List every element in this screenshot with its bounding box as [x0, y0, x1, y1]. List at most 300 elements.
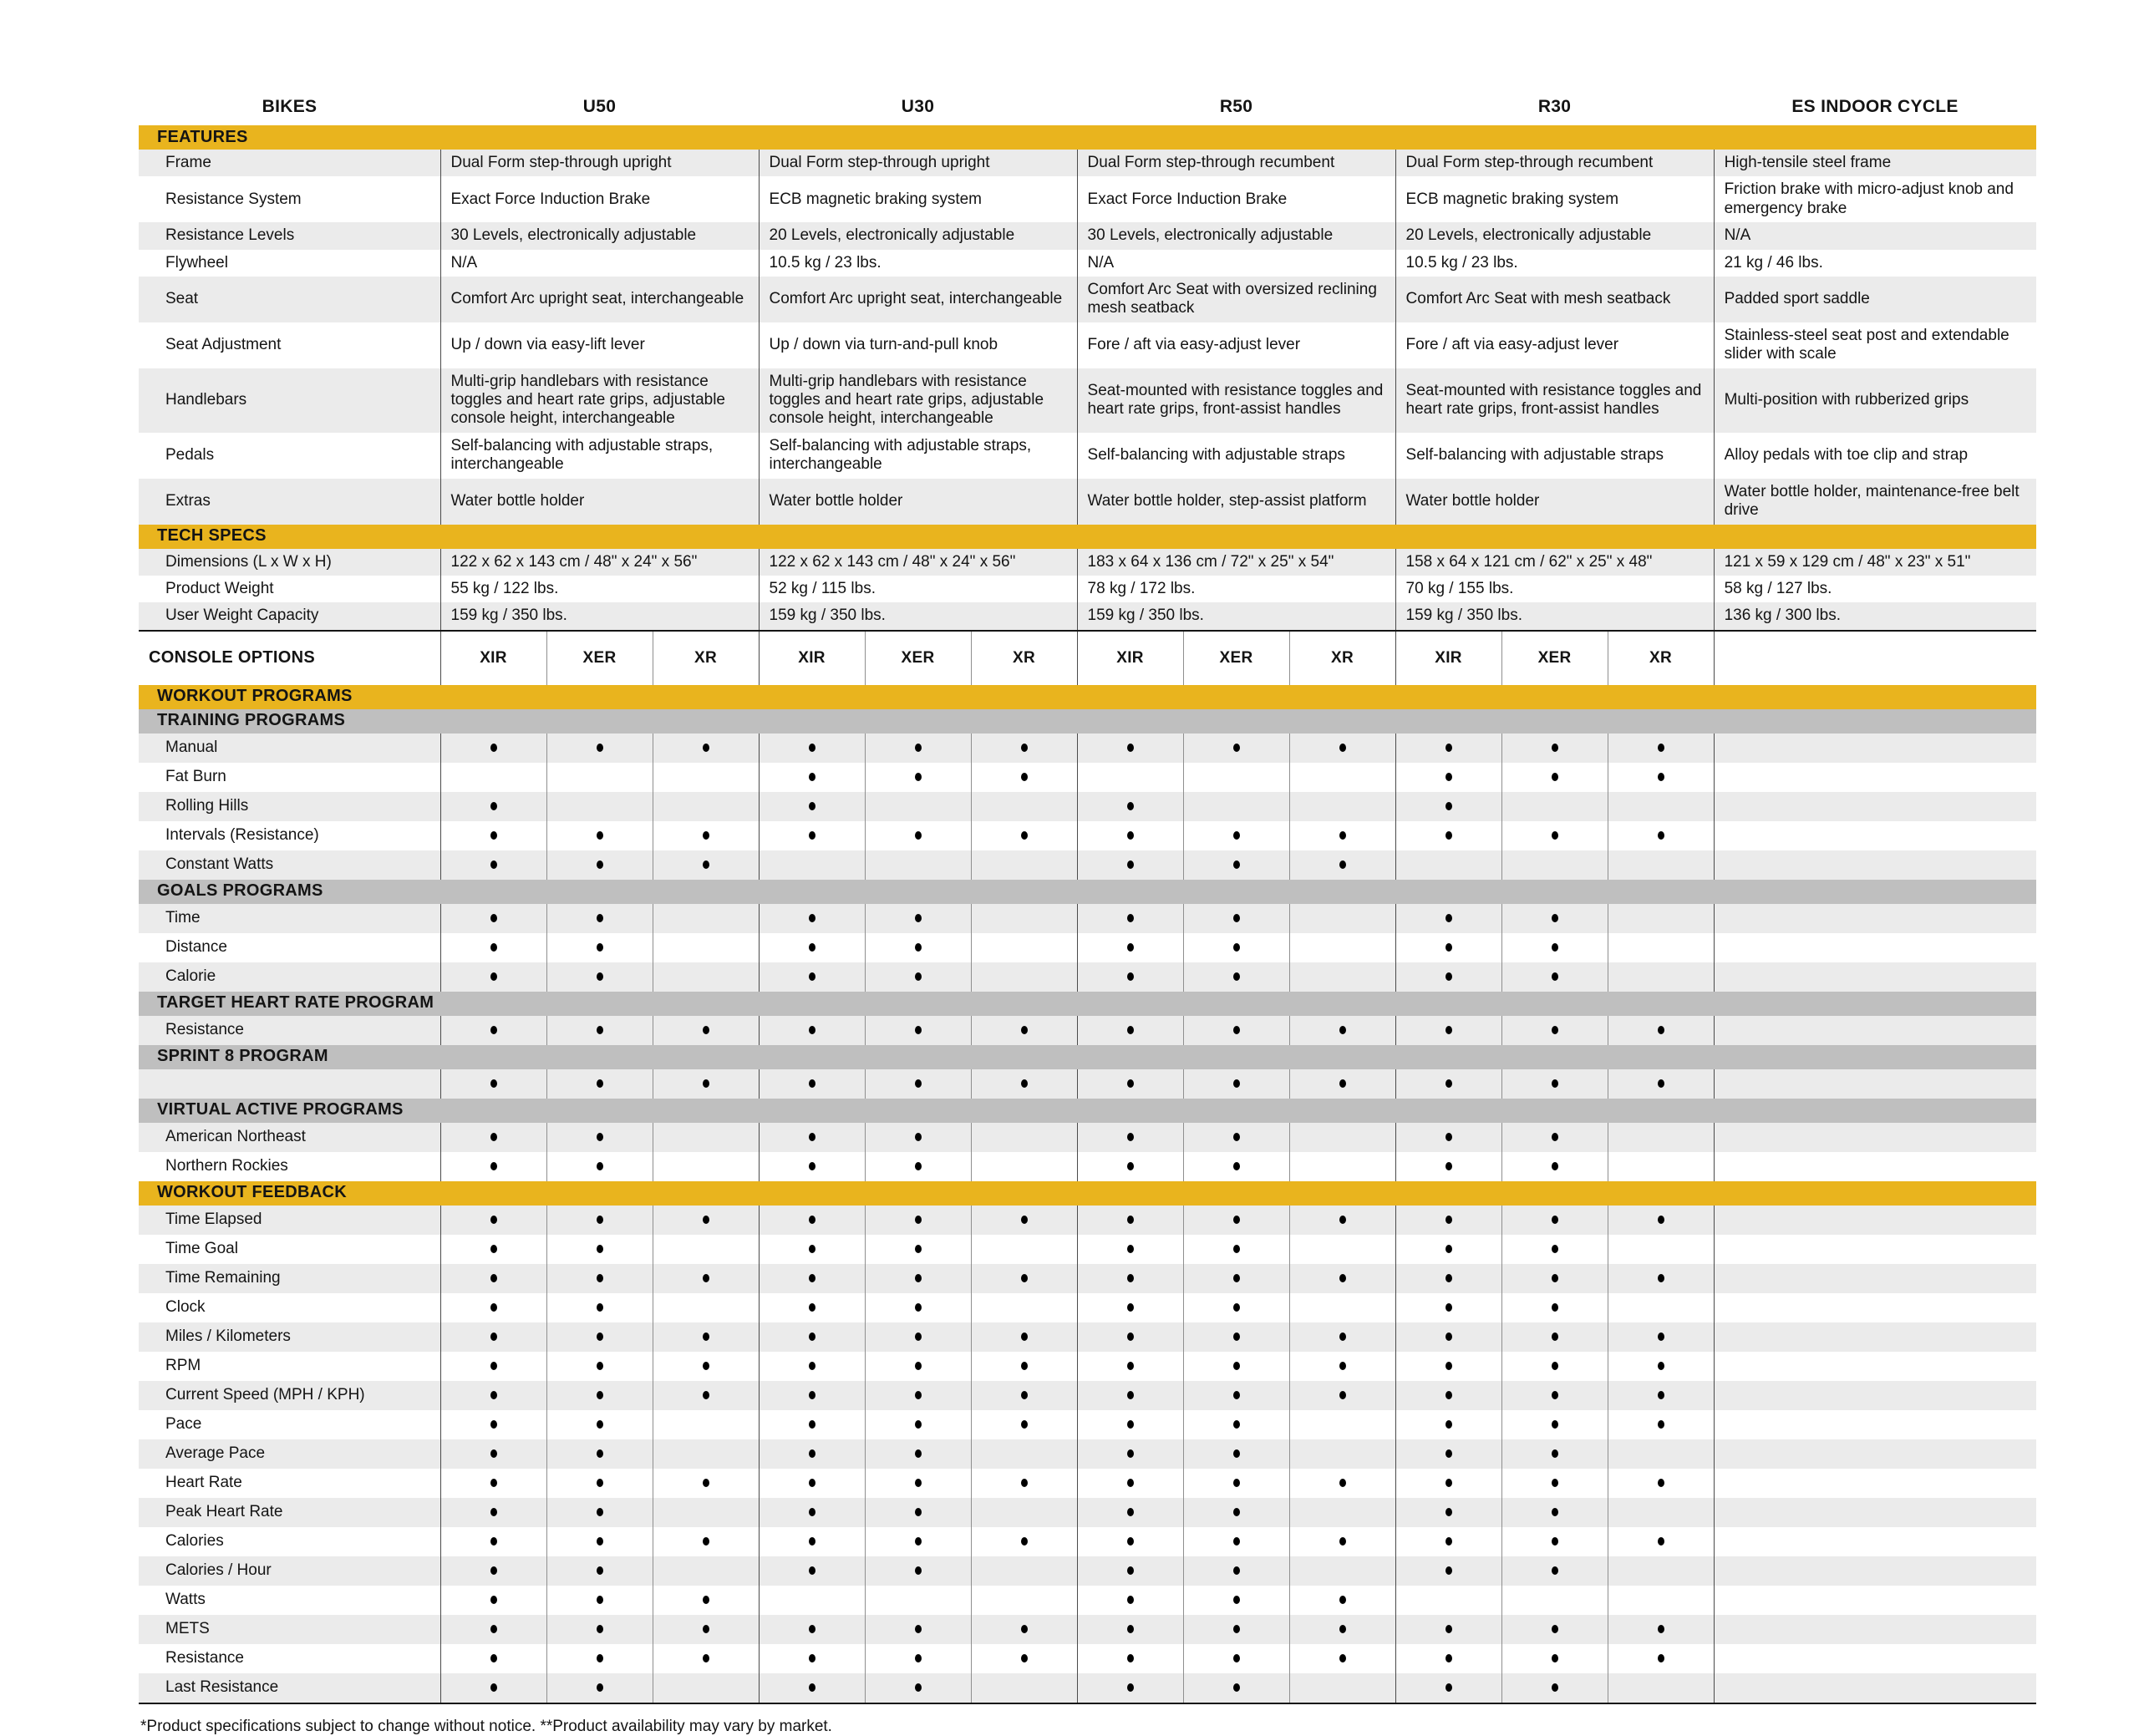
- availability-cell: [759, 821, 865, 850]
- program-row-label: Intervals (Resistance): [165, 826, 319, 845]
- availability-cell: [1289, 1615, 1395, 1644]
- availability-dot-icon: [1552, 1079, 1558, 1088]
- spec-row-label: Pedals: [165, 446, 215, 464]
- availability-cell: [1077, 1498, 1183, 1527]
- availability-cell: [440, 1352, 546, 1381]
- availability-dot-icon: [1233, 1683, 1240, 1692]
- availability-cell: [1077, 1410, 1183, 1439]
- availability-cell: [1183, 1498, 1289, 1527]
- availability-dot-icon: [1445, 1362, 1452, 1370]
- es-empty-cell: [1714, 1264, 2036, 1293]
- spec-value-cell: Water bottle holder: [440, 479, 759, 525]
- availability-dot-icon: [703, 1537, 709, 1546]
- availability-dot-icon: [1552, 1449, 1558, 1458]
- availability-cell: [1395, 1498, 1501, 1527]
- availability-cell: [440, 933, 546, 962]
- availability-dot-icon: [1233, 744, 1240, 752]
- spec-value-cell: 78 kg / 172 lbs.: [1077, 576, 1395, 602]
- availability-cell: [546, 1673, 653, 1703]
- availability-dot-icon: [490, 1596, 497, 1604]
- availability-cell: [546, 1322, 653, 1352]
- spec-row: [139, 368, 2036, 433]
- program-row-label: Distance: [165, 938, 227, 957]
- availability-cell: [440, 1556, 546, 1586]
- availability-dot-icon: [809, 1566, 815, 1575]
- spec-value-cell: Padded sport saddle: [1714, 277, 2036, 322]
- availability-cell: [1183, 821, 1289, 850]
- program-row-label: Clock: [165, 1298, 206, 1317]
- availability-dot-icon: [703, 1362, 709, 1370]
- availability-cell: [1077, 904, 1183, 933]
- availability-cell: [653, 1381, 759, 1410]
- es-empty-cell: [1714, 792, 2036, 821]
- availability-cell: [546, 1381, 653, 1410]
- section-header-workout-programs: [139, 685, 2036, 709]
- availability-dot-icon: [597, 1162, 603, 1170]
- availability-dot-icon: [1552, 1508, 1558, 1516]
- availability-cell: [759, 962, 865, 992]
- availability-cell: [440, 904, 546, 933]
- availability-dot-icon: [1445, 1654, 1452, 1662]
- availability-dot-icon: [1552, 1162, 1558, 1170]
- availability-dot-icon: [490, 972, 497, 981]
- spec-value-cell: 30 Levels, electronically adjustable: [440, 222, 759, 249]
- availability-dot-icon: [1127, 1391, 1134, 1399]
- availability-cell: [546, 962, 653, 992]
- availability-cell: [865, 1439, 971, 1469]
- availability-cell: [1501, 1439, 1608, 1469]
- section-header-features: [139, 125, 2036, 150]
- column-header-r30: R30: [1537, 96, 1572, 116]
- availability-dot-icon: [809, 1216, 815, 1224]
- availability-cell: [865, 1152, 971, 1181]
- availability-dot-icon: [1445, 1449, 1452, 1458]
- availability-cell: [759, 904, 865, 933]
- availability-cell: [1077, 1235, 1183, 1264]
- availability-cell: [440, 1152, 546, 1181]
- program-row-label: Pace: [165, 1415, 202, 1434]
- availability-dot-icon: [1127, 802, 1134, 810]
- es-empty-cell: [1714, 904, 2036, 933]
- availability-cell: [759, 1293, 865, 1322]
- availability-cell: [1183, 962, 1289, 992]
- bikes-header: BIKES: [262, 96, 318, 116]
- availability-dot-icon: [597, 1625, 603, 1633]
- availability-dot-icon: [1658, 1625, 1664, 1633]
- availability-cell: [1077, 1293, 1183, 1322]
- subsection-header: [139, 1099, 2036, 1123]
- availability-cell: [971, 904, 1077, 933]
- spec-value-cell: Self-balancing with adjustable straps: [1077, 433, 1395, 479]
- spec-row: [139, 150, 2036, 176]
- spec-row-label: Handlebars: [139, 368, 440, 433]
- availability-dot-icon: [703, 1026, 709, 1034]
- availability-dot-icon: [1552, 972, 1558, 981]
- availability-cell: [1608, 1469, 1714, 1498]
- availability-cell: [440, 1439, 546, 1469]
- spec-row-label: Product Weight: [165, 579, 274, 597]
- availability-cell: [546, 1235, 653, 1264]
- availability-dot-icon: [490, 831, 497, 840]
- availability-cell: [1183, 1439, 1289, 1469]
- spec-value-cell: 122 x 62 x 143 cm / 48" x 24" x 56": [440, 549, 759, 576]
- availability-dot-icon: [597, 1026, 603, 1034]
- availability-cell: [653, 1615, 759, 1644]
- availability-cell: [1608, 1293, 1714, 1322]
- availability-dot-icon: [1127, 1133, 1134, 1141]
- availability-cell: [1289, 1527, 1395, 1556]
- availability-cell: [653, 1527, 759, 1556]
- availability-dot-icon: [490, 1245, 497, 1253]
- availability-dot-icon: [915, 1479, 922, 1487]
- spec-value-cell: Comfort Arc upright seat, interchangeable: [759, 277, 1077, 322]
- availability-cell: [546, 763, 653, 792]
- availability-dot-icon: [1658, 1479, 1664, 1487]
- availability-cell: [759, 733, 865, 763]
- availability-cell: [653, 763, 759, 792]
- subsection-header-label: GOALS PROGRAMS: [139, 880, 2036, 904]
- availability-cell: [1395, 1410, 1501, 1439]
- availability-cell: [1608, 821, 1714, 850]
- availability-cell: [653, 1206, 759, 1235]
- availability-cell: [971, 1123, 1077, 1152]
- availability-cell: [865, 1123, 971, 1152]
- availability-dot-icon: [1021, 831, 1028, 840]
- availability-cell: [1395, 792, 1501, 821]
- availability-dot-icon: [490, 1026, 497, 1034]
- availability-dot-icon: [703, 744, 709, 752]
- section-header-label: FEATURES: [139, 125, 2036, 150]
- spec-value-cell: 159 kg / 350 lbs.: [759, 602, 1077, 630]
- availability-dot-icon: [1233, 1079, 1240, 1088]
- es-empty-cell: [1714, 1498, 2036, 1527]
- availability-dot-icon: [597, 1537, 603, 1546]
- es-empty-cell: [1714, 1352, 2036, 1381]
- availability-cell: [1183, 763, 1289, 792]
- availability-cell: [1501, 1615, 1608, 1644]
- spec-value-cell: 10.5 kg / 23 lbs.: [1395, 250, 1714, 277]
- availability-dot-icon: [1127, 1654, 1134, 1662]
- availability-cell: [1395, 1644, 1501, 1673]
- availability-cell: [971, 1556, 1077, 1586]
- availability-cell: [546, 821, 653, 850]
- spec-row: [139, 576, 2036, 602]
- availability-dot-icon: [1445, 773, 1452, 781]
- availability-cell: [1183, 1556, 1289, 1586]
- availability-cell: [1395, 962, 1501, 992]
- program-row-label: Current Speed (MPH / KPH): [139, 1381, 440, 1410]
- availability-cell: [865, 792, 971, 821]
- availability-dot-icon: [1445, 1683, 1452, 1692]
- program-row: [139, 1673, 2036, 1703]
- availability-cell: [1183, 1016, 1289, 1045]
- availability-cell: [546, 1586, 653, 1615]
- availability-cell: [1077, 1016, 1183, 1045]
- availability-dot-icon: [1445, 1625, 1452, 1633]
- spec-value-cell: Multi-grip handlebars with resistance toggles and heart rate grips, adjustable console height, interchangeable: [440, 368, 759, 433]
- availability-cell: [440, 1527, 546, 1556]
- availability-cell: [1608, 1016, 1714, 1045]
- availability-cell: [1608, 1206, 1714, 1235]
- availability-cell: [1077, 733, 1183, 763]
- availability-dot-icon: [1339, 831, 1346, 840]
- availability-cell: [1608, 1673, 1714, 1703]
- availability-dot-icon: [1339, 1332, 1346, 1341]
- availability-cell: [1501, 733, 1608, 763]
- availability-dot-icon: [1339, 1026, 1346, 1034]
- availability-dot-icon: [1233, 1596, 1240, 1604]
- availability-cell: [440, 1586, 546, 1615]
- availability-dot-icon: [1658, 1362, 1664, 1370]
- availability-cell: [1501, 1498, 1608, 1527]
- spec-value-cell: Fore / aft via easy-adjust lever: [1077, 322, 1395, 368]
- availability-dot-icon: [1127, 1566, 1134, 1575]
- availability-cell: [1501, 1469, 1608, 1498]
- availability-cell: [1183, 1615, 1289, 1644]
- availability-cell: [440, 792, 546, 821]
- availability-dot-icon: [1233, 1274, 1240, 1282]
- availability-dot-icon: [809, 1162, 815, 1170]
- availability-dot-icon: [1233, 972, 1240, 981]
- availability-cell: [440, 1673, 546, 1703]
- availability-dot-icon: [1552, 1479, 1558, 1487]
- availability-dot-icon: [597, 1362, 603, 1370]
- availability-cell: [1183, 850, 1289, 880]
- availability-dot-icon: [1127, 1596, 1134, 1604]
- availability-cell: [1183, 1644, 1289, 1673]
- availability-dot-icon: [1552, 1245, 1558, 1253]
- spec-row: [139, 433, 2036, 479]
- availability-cell: [546, 1123, 653, 1152]
- availability-dot-icon: [597, 1391, 603, 1399]
- availability-cell: [653, 1439, 759, 1469]
- availability-dot-icon: [597, 1654, 603, 1662]
- availability-cell: [865, 1016, 971, 1045]
- spec-row-label: Flywheel: [165, 253, 228, 272]
- spec-value-cell: 159 kg / 350 lbs.: [440, 602, 759, 630]
- availability-cell: [759, 1556, 865, 1586]
- availability-dot-icon: [1127, 1162, 1134, 1170]
- availability-dot-icon: [1127, 972, 1134, 981]
- availability-dot-icon: [809, 1537, 815, 1546]
- availability-cell: [971, 1381, 1077, 1410]
- availability-cell: [971, 1410, 1077, 1439]
- availability-cell: [759, 1410, 865, 1439]
- program-row-label: METS: [139, 1615, 440, 1644]
- spec-value-cell: Seat-mounted with resistance toggles and heart rate grips, front-assist handles: [1395, 368, 1714, 433]
- availability-dot-icon: [1445, 1508, 1452, 1516]
- availability-dot-icon: [1339, 1596, 1346, 1604]
- availability-cell: [1395, 1152, 1501, 1181]
- program-row: [139, 1322, 2036, 1352]
- availability-dot-icon: [597, 1479, 603, 1487]
- availability-dot-icon: [1445, 943, 1452, 952]
- availability-dot-icon: [1552, 914, 1558, 922]
- availability-cell: [1289, 1673, 1395, 1703]
- availability-dot-icon: [703, 1216, 709, 1224]
- availability-dot-icon: [1233, 1449, 1240, 1458]
- availability-cell: [1501, 1410, 1608, 1439]
- availability-dot-icon: [1233, 1216, 1240, 1224]
- availability-cell: [546, 1439, 653, 1469]
- availability-cell: [653, 1352, 759, 1381]
- availability-cell: [653, 1016, 759, 1045]
- availability-dot-icon: [915, 1537, 922, 1546]
- spec-value-cell: Water bottle holder: [1395, 479, 1714, 525]
- spec-value-cell: Comfort Arc upright seat, interchangeable: [440, 277, 759, 322]
- availability-cell: [1289, 1152, 1395, 1181]
- availability-cell: [759, 1264, 865, 1293]
- availability-cell: [1183, 1586, 1289, 1615]
- availability-cell: [1289, 1410, 1395, 1439]
- availability-dot-icon: [1021, 1537, 1028, 1546]
- availability-cell: [1501, 1673, 1608, 1703]
- availability-dot-icon: [490, 1508, 497, 1516]
- spec-value-cell: N/A: [1077, 250, 1395, 277]
- availability-dot-icon: [809, 831, 815, 840]
- spec-value-cell: 21 kg / 46 lbs.: [1714, 250, 2036, 277]
- availability-cell: [1608, 763, 1714, 792]
- program-row: [139, 1644, 2036, 1673]
- console-header-xr: XR: [1608, 631, 1714, 685]
- availability-dot-icon: [597, 1303, 603, 1312]
- availability-cell: [1501, 1556, 1608, 1586]
- availability-cell: [653, 733, 759, 763]
- availability-dot-icon: [1658, 1274, 1664, 1282]
- availability-dot-icon: [1339, 1274, 1346, 1282]
- availability-cell: [1501, 1016, 1608, 1045]
- availability-dot-icon: [915, 1332, 922, 1341]
- spec-value-cell: 158 x 64 x 121 cm / 62" x 25" x 48": [1395, 549, 1714, 576]
- availability-cell: [1183, 1123, 1289, 1152]
- availability-cell: [1395, 1016, 1501, 1045]
- availability-dot-icon: [1233, 1162, 1240, 1170]
- spec-value-cell: Self-balancing with adjustable straps, interchangeable: [440, 433, 759, 479]
- availability-dot-icon: [490, 1362, 497, 1370]
- availability-dot-icon: [809, 1303, 815, 1312]
- availability-cell: [653, 904, 759, 933]
- availability-cell: [759, 933, 865, 962]
- spec-value-cell: Water bottle holder, step-assist platform: [1077, 479, 1395, 525]
- program-row: [139, 1152, 2036, 1181]
- availability-dot-icon: [1021, 1479, 1028, 1487]
- column-header-u30: U30: [901, 96, 935, 116]
- spec-row-label: Seat: [139, 277, 440, 322]
- availability-dot-icon: [490, 1566, 497, 1575]
- availability-dot-icon: [1552, 744, 1558, 752]
- subsection-header: [139, 880, 2036, 904]
- availability-cell: [1077, 1381, 1183, 1410]
- availability-cell: [1077, 1673, 1183, 1703]
- availability-dot-icon: [1021, 1026, 1028, 1034]
- availability-cell: [1289, 1439, 1395, 1469]
- availability-cell: [440, 1123, 546, 1152]
- availability-cell: [1077, 1527, 1183, 1556]
- availability-dot-icon: [1021, 1332, 1028, 1341]
- program-row-label: Watts: [165, 1591, 206, 1609]
- availability-dot-icon: [1552, 1537, 1558, 1546]
- availability-dot-icon: [1658, 773, 1664, 781]
- availability-dot-icon: [1233, 1245, 1240, 1253]
- availability-cell: [1608, 933, 1714, 962]
- availability-dot-icon: [915, 1654, 922, 1662]
- availability-cell: [1077, 933, 1183, 962]
- availability-cell: [653, 1410, 759, 1439]
- availability-dot-icon: [597, 1245, 603, 1253]
- availability-cell: [653, 933, 759, 962]
- spec-value-cell: Dual Form step-through recumbent: [1395, 150, 1714, 176]
- availability-dot-icon: [703, 831, 709, 840]
- availability-cell: [546, 1498, 653, 1527]
- availability-dot-icon: [1021, 1079, 1028, 1088]
- spec-value-cell: 159 kg / 350 lbs.: [1077, 602, 1395, 630]
- availability-dot-icon: [597, 1596, 603, 1604]
- availability-dot-icon: [1445, 1026, 1452, 1034]
- program-row: [139, 1556, 2036, 1586]
- availability-cell: [1077, 792, 1183, 821]
- availability-cell: [759, 1352, 865, 1381]
- availability-cell: [865, 962, 971, 992]
- availability-cell: [1183, 1673, 1289, 1703]
- availability-dot-icon: [1552, 1391, 1558, 1399]
- availability-dot-icon: [1233, 831, 1240, 840]
- availability-cell: [865, 904, 971, 933]
- availability-cell: [653, 1322, 759, 1352]
- availability-dot-icon: [1445, 831, 1452, 840]
- availability-dot-icon: [915, 972, 922, 981]
- program-row: [139, 792, 2036, 821]
- program-row: [139, 1615, 2036, 1644]
- es-empty-cell: [1714, 821, 2036, 850]
- availability-dot-icon: [809, 1420, 815, 1429]
- availability-cell: [1183, 1152, 1289, 1181]
- availability-cell: [971, 1498, 1077, 1527]
- availability-cell: [1077, 1322, 1183, 1352]
- availability-cell: [440, 850, 546, 880]
- console-header-xir: XIR: [440, 631, 546, 685]
- es-empty-cell: [1714, 1206, 2036, 1235]
- availability-cell: [1077, 1615, 1183, 1644]
- availability-cell: [865, 821, 971, 850]
- availability-cell: [1077, 1556, 1183, 1586]
- spec-value-cell: 136 kg / 300 lbs.: [1714, 602, 2036, 630]
- program-row: [139, 1439, 2036, 1469]
- availability-dot-icon: [597, 1079, 603, 1088]
- availability-dot-icon: [1339, 1216, 1346, 1224]
- availability-cell: [865, 1469, 971, 1498]
- availability-dot-icon: [809, 914, 815, 922]
- spec-row: [139, 322, 2036, 368]
- availability-cell: [1289, 792, 1395, 821]
- availability-dot-icon: [1233, 1654, 1240, 1662]
- availability-cell: [1183, 1293, 1289, 1322]
- program-row-label: RPM: [165, 1357, 201, 1375]
- availability-cell: [546, 1264, 653, 1293]
- availability-cell: [971, 1586, 1077, 1615]
- availability-cell: [1289, 1556, 1395, 1586]
- availability-dot-icon: [1552, 1566, 1558, 1575]
- spec-value-cell: Multi-position with rubberized grips: [1714, 368, 2036, 433]
- availability-cell: [1395, 1381, 1501, 1410]
- availability-cell: [865, 933, 971, 962]
- subsection-header: [139, 992, 2036, 1016]
- spec-value-cell: ECB magnetic braking system: [1395, 176, 1714, 222]
- availability-dot-icon: [597, 972, 603, 981]
- availability-cell: [971, 1016, 1077, 1045]
- availability-dot-icon: [1127, 1449, 1134, 1458]
- availability-dot-icon: [490, 1216, 497, 1224]
- availability-cell: [1183, 1235, 1289, 1264]
